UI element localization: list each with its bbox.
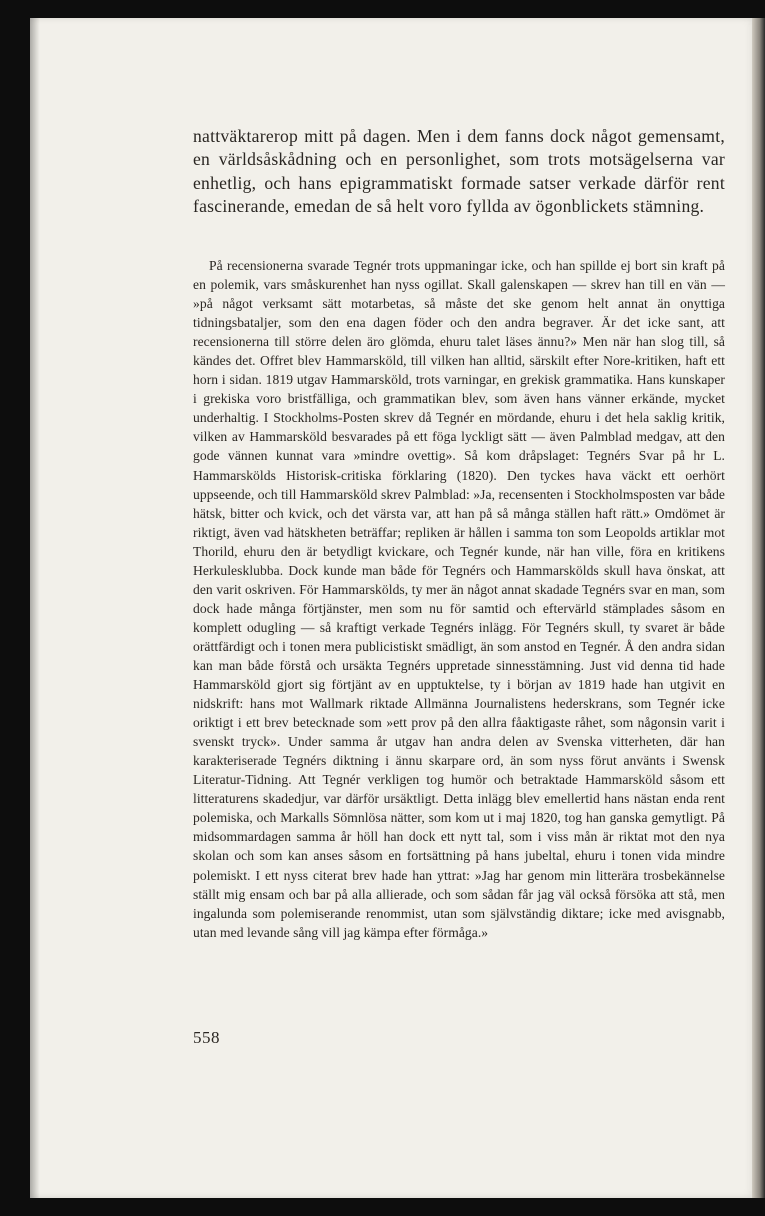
gutter-shadow bbox=[30, 18, 40, 1198]
page-number: 558 bbox=[193, 1028, 220, 1047]
main-paragraph: På recensionerna svarade Tegnér trots uppmaningar icke, och han spillde ej bort sin kraft på en polemik, vars småskurenhet han nyss ogillat. Skall galenskapen — skrev han till en vän — »på något verksamt sätt motarbetas, så måste det ske genom helt annat än onyttiga tidningsbataljer, som den ena dagen föder och den andra begraver. Är det icke sant, att recensionerna till större delen äro glömda, ehuru talet läses ännu?» Men när han slog till, så kändes det. Offret blev Hammarsköld, till vilken han alltid, särskilt efter Nore-kritiken, haft ett horn i sidan. 1819 utgav Hammarsköld, trots varningar, en grekisk grammatika. Hans kunskaper i grekiska voro bristfälliga, och grammatikan blev, som även hans vänner erkände, mycket underhaltig. I Stockholms-Posten skrev då Tegnér en mördande, ehuru i det hela saklig kritik, vilken av Hammarsköld besvarades på ett föga lyckligt sätt — även Palmblad medgav, att den gode vännen kunnat vara »mindre ovettig». Så kom dråpslaget: Tegnérs Svar på hr L. Hammarskölds Historisk-critiska förklaring (1820). Den tyckes hava väckt ett oerhört uppseende, och till Hammarsköld skrev Palmblad: »Ja, recensenten i Stockholmsposten var både hätsk, bitter och kvick, och det värsta var, att han på så många ställen haft rätt.» Omdömet är riktigt, även vad hätskheten beträffar; repliken är hållen i samma ton som Leopolds artiklar mot Thorild, ehuru den är betydligt kvickare, och Tegnér kunde, när han ville, föra en kritikens Herkulesklubba. Dock kunde man både för Tegnérs och Hammarskölds skull hava önskat, att den varit oskriven. För Hammarskölds, ty mer än något annat skadade Tegnérs svar en man, som dock hade många förtjänster, men som nu för samtid och eftervärld stämplades såsom en komplett odugling — så kraftigt verkade Tegnérs inlägg. För Tegnérs skull, ty svaret är både orättfärdigt och i tonen mera publicistiskt smädligt, än som anstod en Tegnér. Å den andra sidan kan man både förstå och ursäkta Tegnérs uppretade sinnesstämning. Just vid denna tid hade Hammarsköld gjort sig förtjänt av en upptuktelse, ty i början av 1819 hade han utgivit en nidskrift: hans mot Wallmark riktade Allmänna Journalistens hederskrans, som Tegnér icke oriktigt i ett brev betecknade som »ett prov på den allra fåaktigaste råhet, som någonsin varit i svenskt tryck». Under samma år utgav han andra delen av Svenska vitterheten, där han karakteriserade Tegnérs diktning i ännu skarpare ord, än som nyss förut använts i Swensk Literatur-Tidning. Att Tegnér verkligen tog humör och betraktade Hammarsköld såsom ett litteraturens skadedjur, var därför ursäktligt. Detta inlägg blev emellertid hans nästan enda rent polemiska, och Markalls Sömnlösa nätter, som kom ut i maj 1820, tog han ganska gemytligt. På midsommardagen samma år höll han dock ett nytt tal, som i viss mån är riktat mot den nya skolan och som kan anses såsom en fortsättning på hans jubeltal, ehuru i tonen vida mindre polemiskt. I ett nyss citerat brev hade han yttrat: »Jag har genom min litterära trosbekännelse ställt mig ensam och bar på alla allierade, och som sådan får jag väl också försöka att stå, men ingalunda som polemiserande renommist, utan som självständig diktare; icke med avisgnabb, utan med levande sång vill jag kämpa efter förmåga.» bbox=[193, 258, 725, 940]
page-edge bbox=[752, 18, 765, 1198]
lead-paragraph: nattväktarerop mitt på dagen. Men i dem fanns dock något gemensamt, en världsåskådning och en personlighet, som trots motsägelserna var enhetlig, och hans epigrammatiskt formade satser verkade därför rent fascinerande, emedan de så helt voro fyllda av ögonblickets stämning. bbox=[193, 126, 725, 217]
